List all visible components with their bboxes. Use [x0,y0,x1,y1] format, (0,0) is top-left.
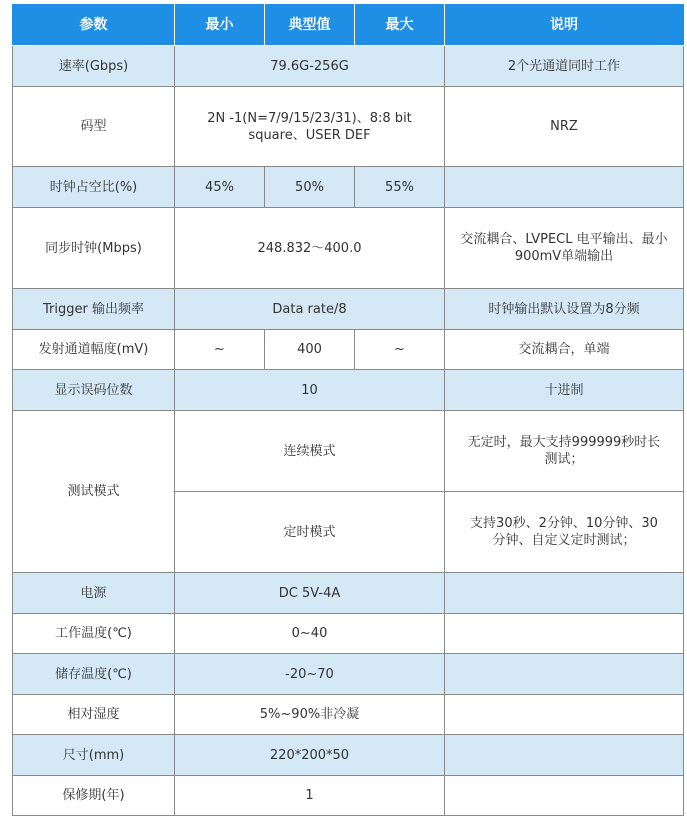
test-mode-param: 测试模式 [13,411,175,573]
row-storage-temp [13,654,684,695]
amplitude-max: ~ [355,330,445,370]
warranty-param: 保修期(年) [13,776,175,816]
op-temp-param: 工作温度(℃) [13,614,175,654]
pattern-desc: NRZ [445,87,684,167]
header-typ: 典型值 [265,5,355,46]
humidity-desc [445,695,684,735]
row-amplitude [13,330,684,370]
trigger-param: Trigger 输出频率 [13,289,175,330]
size-value: 220*200*50 [175,735,445,776]
row-humidity [13,695,684,735]
trigger-value: Data rate/8 [175,289,445,330]
header-row [13,5,684,46]
rate-param: 速率(Gbps) [13,46,175,87]
amplitude-desc: 交流耦合，单端 [445,330,684,370]
amplitude-typ: 400 [265,330,355,370]
spec-table [12,4,684,816]
digits-param: 显示误码位数 [13,370,175,411]
storage-temp-value: -20~70 [175,654,445,695]
row-test-mode-continuous [13,411,684,492]
row-size [13,735,684,776]
header-desc: 说明 [445,5,684,46]
duty-max: 55% [355,167,445,208]
duty-typ: 50% [265,167,355,208]
trigger-desc: 时钟输出默认设置为8分频 [445,289,684,330]
size-desc [445,735,684,776]
sync-desc: 交流耦合、LVPECL 电平输出、最小900mV单端输出 [445,208,684,289]
row-duty [13,167,684,208]
amplitude-min: ~ [175,330,265,370]
rate-desc: 2个光通道同时工作 [445,46,684,87]
row-pattern [13,87,684,167]
sync-param: 同步时钟(Mbps) [13,208,175,289]
row-warranty [13,776,684,816]
storage-temp-desc [445,654,684,695]
header-param: 参数 [13,5,175,46]
storage-temp-param: 储存温度(℃) [13,654,175,695]
warranty-value: 1 [175,776,445,816]
op-temp-desc [445,614,684,654]
warranty-desc [445,776,684,816]
duty-param: 时钟占空比(%) [13,167,175,208]
timed-mode-value: 定时模式 [175,492,445,573]
row-sync [13,208,684,289]
header-min: 最小 [175,5,265,46]
continuous-mode-desc: 无定时，最大支持999999秒时长测试； [445,411,684,492]
row-power [13,573,684,614]
duty-desc [445,167,684,208]
row-op-temp [13,614,684,654]
pattern-value: 2N -1(N=7/9/15/23/31)、8:8 bit square、USER DEF [175,87,445,167]
header-max: 最大 [355,5,445,46]
row-rate [13,46,684,87]
digits-value: 10 [175,370,445,411]
row-trigger [13,289,684,330]
sync-value: 248.832～400.0 [175,208,445,289]
timed-mode-desc: 支持30秒、2分钟、10分钟、30分钟、自定义定时测试； [445,492,684,573]
size-param: 尺寸(mm) [13,735,175,776]
humidity-value: 5%~90%非冷凝 [175,695,445,735]
power-param: 电源 [13,573,175,614]
amplitude-param: 发射通道幅度(mV) [13,330,175,370]
pattern-param: 码型 [13,87,175,167]
duty-min: 45% [175,167,265,208]
continuous-mode-value: 连续模式 [175,411,445,492]
power-value: DC 5V-4A [175,573,445,614]
rate-value: 79.6G-256G [175,46,445,87]
power-desc [445,573,684,614]
op-temp-value: 0~40 [175,614,445,654]
row-digits [13,370,684,411]
digits-desc: 十进制 [445,370,684,411]
humidity-param: 相对湿度 [13,695,175,735]
